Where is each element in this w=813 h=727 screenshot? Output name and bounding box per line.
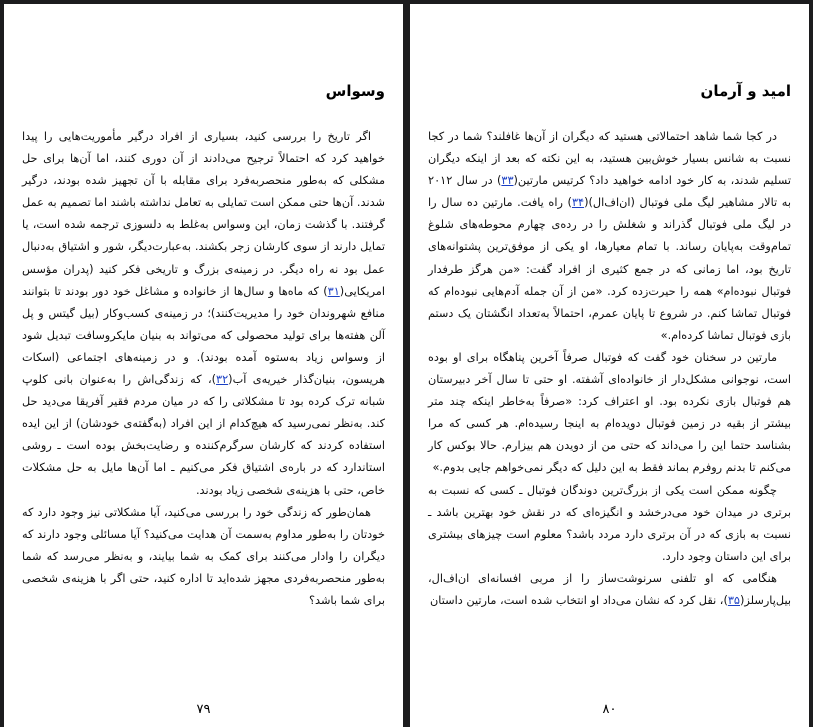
paragraph-text: )، که زندگی‌اش را به‌عنوان بانی کلوپ شبانه ترک کرده بود تا مشکلاتی را که در میان مردم فقیر آفریقا می‌دید حل کند. به‌نظر نمی‌رسید که هیچ‌کدام از این افراد (به‌گفته‌ی خودشان) از این ایده استفاده کردند که کارشان سرگرم‌کننده و رضایت‌بخش بوده است ـ روشی استاندارد که در باره‌ی اشتیاق فکر می‌کنیم ـ اما آن‌ها مایل به حل مشکلات خاص، حتی با هزینه‌ی شخصی زیاد بودند. [22,373,385,497]
paragraph-text: مارتین در سخنان خود گفت که فوتبال صرفاً آخرین پناهگاه برای او بوده است، نوجوانی مشکل‌دار از خانواده‌ای آشفته. او حتی تا سال آخر دبیرستان هم فوتبال بازی نکرده بود. او اعتراف کرد: «صرفاً به‌خاطر اینکه چند متر بیشتر از بقیه در زمین فوتبال دویده‌ام به اینجا رسیده‌ام. هر کسی که مرا بشناسد حتما این را می‌داند که حتی من از دویدن هم بیزارم. حالا بوکس کار می‌کنم تا بدنم روفرم بماند فقط به این دلیل که دیگر نمی‌خواهم جایی بدوم.» [428,350,791,475]
footnote-reference-link[interactable]: ۳۱ [327,284,340,298]
page-number: ۷۹ [196,702,211,717]
paragraph [22,126,385,502]
paragraph [428,126,791,347]
paragraph-text: ) راه یافت. مارتین ده سال را در لیگ ملی فوتبال گذراند و شغلش را در رده‌ی چهارم محوطه‌های شلوغ تمام‌وقت به‌پایان رساند. با تمام معیارها، او یکی از موفق‌ترین پشتوانه‌های تاریخ بود، اما زمانی که در جمع کثیری از افراد گفت: «من هرگز طرفدار فوتبال نبوده‌ام» همه را حیرت‌زده کرد. «من از آن جمله آدم‌هایی نبوده‌ام که فوتبال تماشا کنم. در شروع تا پایان عمرم، احتمالاً به‌تعداد انگشتان یک دستم بازی فوتبال تماشا کرده‌ام.» [428,196,791,342]
paragraph [428,480,791,568]
footnote-reference-link[interactable]: ۳۲ [216,373,229,387]
page-body [428,126,791,612]
footnote-reference-link[interactable]: ۳۵ [727,593,740,607]
page-body [22,126,385,612]
paragraph [428,347,791,480]
paragraph-text: )، نقل کرد که نشان می‌داد او انتخاب شده است، مارتین داستان [429,593,728,607]
right-book-page [410,4,809,727]
paragraph [22,502,385,612]
page-number: ۸۰ [602,702,617,717]
left-book-page [4,4,403,727]
paragraph-text: ) در سال ۲۰۱۲ به تالار مشاهیر لیگ ملی فوتبال (ان‌اف‌ال)( [428,174,791,210]
footnote-reference-link[interactable]: ۳۴ [571,196,585,210]
right-page-content [428,82,791,612]
paragraph-text: در کجا شما شاهد احتمالاتی هستید که دیگران از آن‌ها غافلند؟ شما در کجا نسبت به شانس بسیار خوش‌بین هستید، به این نکته که بعد از اینکه دیگران تسلیم شدند، به کار خود ادامه خواهید داد؟ کرتیس مارتین( [428,130,791,188]
paragraph-text: چگونه ممکن است یکی از بزرگ‌ترین دوندگان فوتبال ـ کسی که نسبت به برتری در میدان خود می‌درخشد و انگیزه‌ای که در نقش خود بهترین باشد ـ نسبت به بازی که در آن برتری دارد مردد باشد؟ معلوم است چیزهای بیشتری برای این داستان وجود دارد. [428,483,791,563]
paragraph [428,568,791,612]
chapter-title: امید و آرمان [700,82,791,100]
paragraph-text: اگر تاریخ را بررسی کنید، بسیاری از افراد درگیر مأموریت‌هایی را پیدا خواهید کرد که احتمالاً ترجیح می‌دادند از آن دوری کنند، اما آن‌ها برای حل مشکلی که به‌طور منحصربه‌فرد برای مقابله با آن تجهیز شده بودند، درگیر شدند. آن‌ها حتی ممکن است تمایلی به تعامل نداشته باشند اما تصمیم به عمل گرفتند. با گذشت زمان، این وسواس به‌غلط به دلسوزی ترجمه شده است، یا تمایل دارند از سوی کارشان زجر بکشند. به‌عبارت‌دیگر، شور و اشتیاق به‌دنبال عمل بود نه راه دیگر. در زمینه‌ی بزرگ و تاریخی فکر کنید (پدران مؤسس امریکایی( [22,130,385,298]
paragraph-text: همان‌طور که زندگی خود را بررسی می‌کنید، آیا مشکلاتی نیز وجود دارد که خودتان را به‌طور مداوم به‌سمت آن هدایت می‌کنید؟ آیا مسائلی وجود دارند که دیگران را وادار می‌کنند برای کمک به شما بیایند، و به‌نظر می‌رسد که شما به‌طور منحصربه‌فردی مجهز شده‌اید تا اداره کنید، حتی اگر با هزینه‌ی شخصی برای شما باشد؟ [22,505,385,607]
left-page-content [22,82,385,612]
paragraph-text: ) که ماه‌ها و سال‌ها از خانواده و مشاغل خود دور بودند تا بتوانند منافع شهروندان خود را مدیریت‌کنند)؛ در زمینه‌ی کسب‌وکار (بیل گیتس و پل آلن هفته‌ها برای تولید محصولی که می‌تواند به بنیان مایکروسافت تبدیل شود از وسواس زیاد به‌ستوه آمده بودند). و در زمینه‌های اجتماعی (اسکات هریسون، بنیان‌گذار خیریه‌ی آب( [22,284,385,387]
footnote-reference-link[interactable]: ۳۳ [501,174,514,188]
chapter-title: وسواس [325,82,385,100]
paragraph-text: هنگامی که او تلفنی سرنوشت‌ساز را از مربی افسانه‌ای ان‌اف‌ال، بیل‌پارسلز( [428,571,791,607]
